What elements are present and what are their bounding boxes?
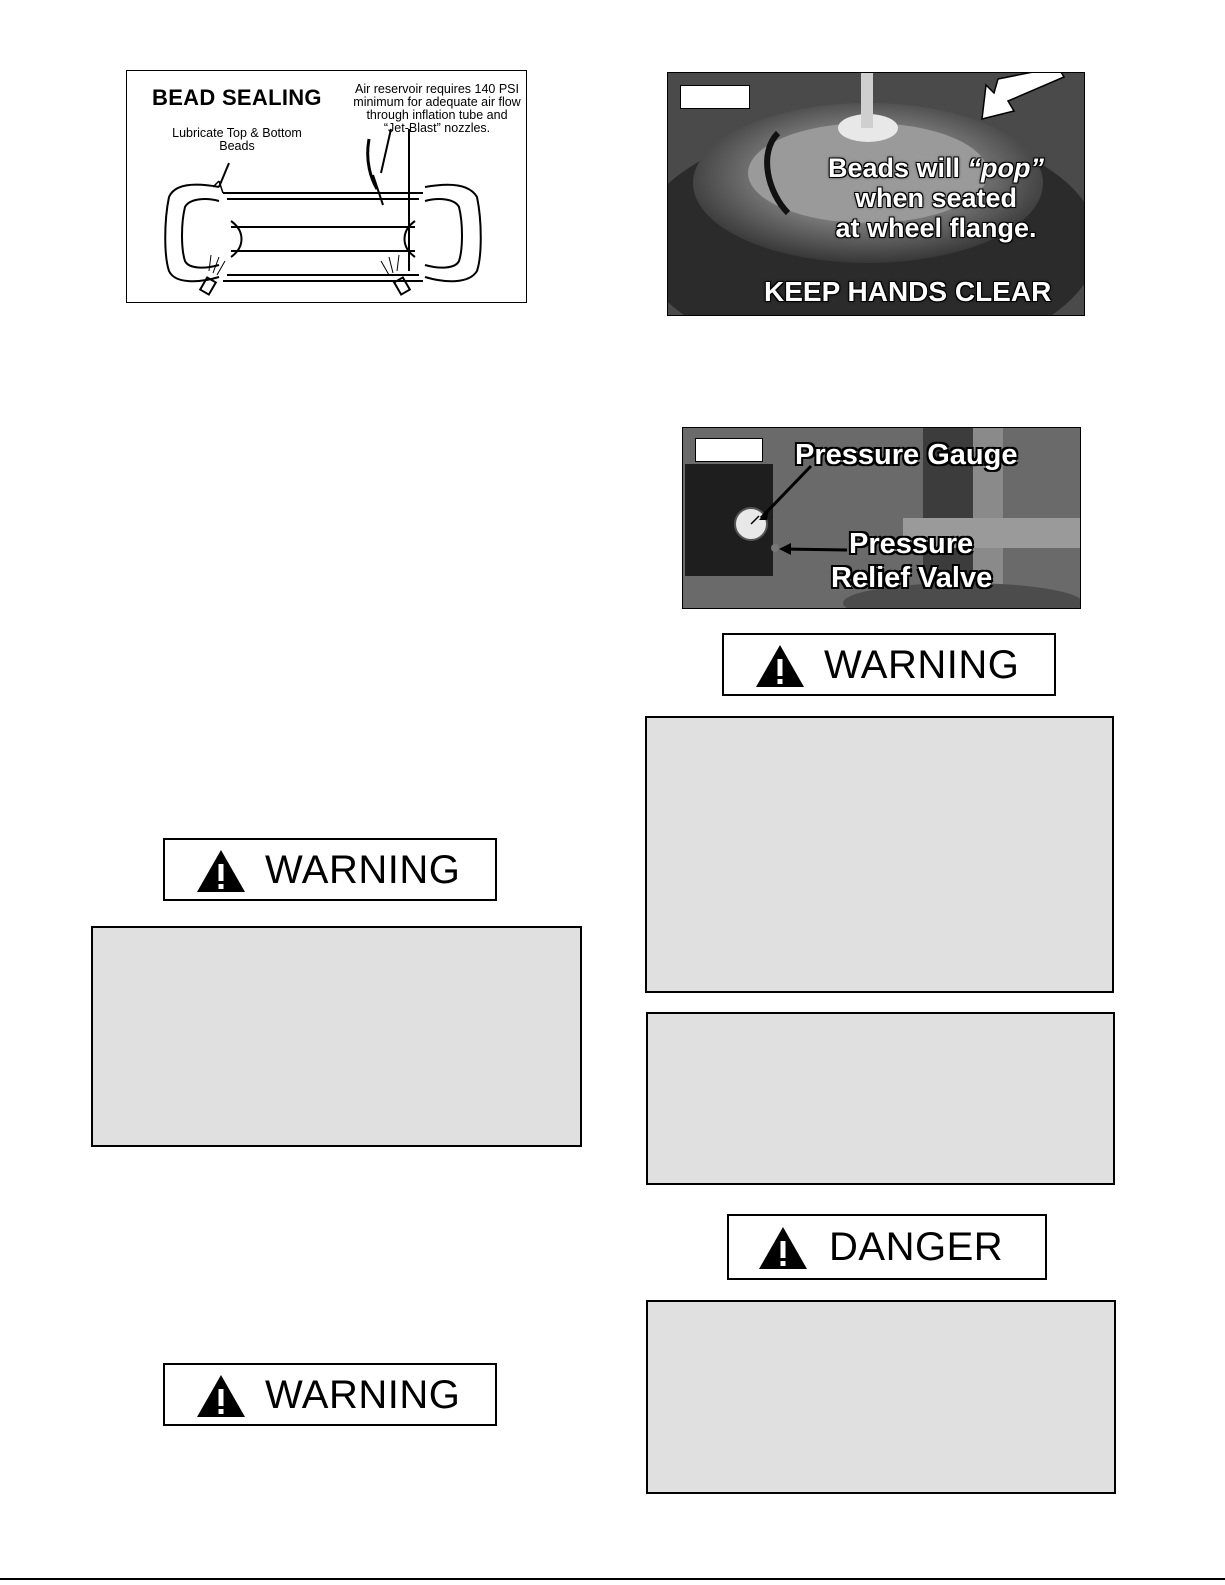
keep-hands-clear-text: KEEP HANDS CLEAR bbox=[764, 276, 1052, 307]
warning-label-left-2 bbox=[163, 1363, 497, 1426]
caption-line-2: when seated bbox=[854, 183, 1018, 213]
danger-word: DANGER bbox=[829, 1225, 1004, 1269]
warning-label-right bbox=[722, 633, 1056, 696]
figure-label-box bbox=[695, 438, 763, 462]
bead-sealing-drawing bbox=[127, 71, 528, 304]
caption-pop-word: “pop” bbox=[967, 153, 1045, 183]
figure-label-box bbox=[680, 85, 750, 109]
warning-word: WARNING bbox=[824, 642, 1020, 687]
warning-callout-right bbox=[645, 716, 1114, 993]
warning-triangle-icon bbox=[165, 840, 265, 900]
warning-triangle-icon bbox=[165, 1365, 265, 1425]
diagram-note-lubricate: Lubricate Top & Bottom Beads bbox=[172, 126, 302, 153]
danger-triangle-icon bbox=[729, 1217, 829, 1277]
photo-bead-seating bbox=[667, 72, 1085, 316]
bead-pop-caption bbox=[786, 153, 1085, 243]
footer-rule bbox=[0, 1578, 1225, 1580]
diagram-title: BEAD SEALING bbox=[152, 85, 322, 110]
caption-line-3: at wheel flange. bbox=[835, 213, 1037, 243]
danger-label-right bbox=[727, 1214, 1047, 1280]
pressure-relief-label-line2: Relief Valve bbox=[831, 562, 993, 594]
photo-pressure-gauge bbox=[682, 427, 1081, 609]
danger-callout-right bbox=[646, 1300, 1116, 1494]
diagram-note-air-reservoir: Air reservoir requires 140 PSI minimum for adequate air flow through inflation tube and “Jet-Blast” nozzles. bbox=[353, 82, 521, 135]
pressure-relief-label-line1: Pressure bbox=[849, 528, 974, 560]
note-callout-right bbox=[646, 1012, 1115, 1185]
warning-label-left-1 bbox=[163, 838, 497, 901]
pressure-gauge-label: Pressure Gauge bbox=[795, 439, 1018, 471]
caption-prefix: Beads will bbox=[827, 153, 968, 183]
warning-callout-left bbox=[91, 926, 582, 1147]
warning-triangle-icon bbox=[724, 635, 824, 695]
warning-word: WARNING bbox=[265, 1372, 461, 1417]
warning-word: WARNING bbox=[265, 847, 461, 892]
bead-sealing-diagram bbox=[126, 70, 527, 303]
